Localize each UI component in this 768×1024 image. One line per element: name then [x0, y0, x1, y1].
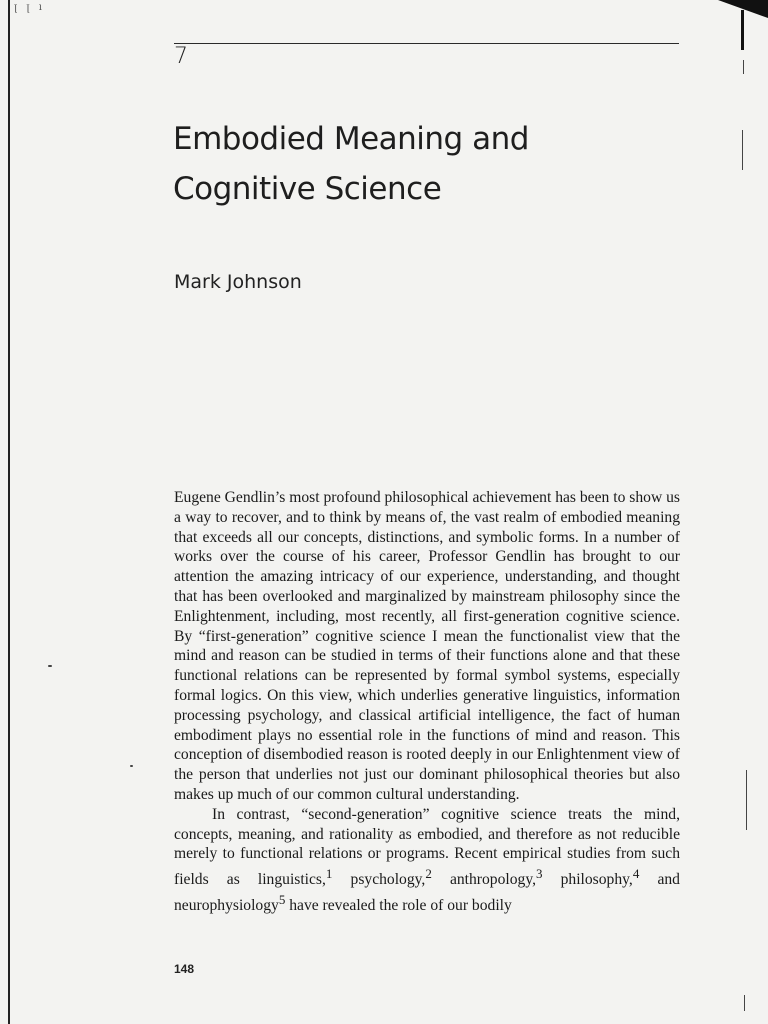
scan-margin-mark	[742, 130, 743, 170]
page-number: 148	[174, 962, 195, 976]
paragraph-text: and neurophysiology	[174, 871, 680, 915]
paragraph-text: philosophy,	[542, 871, 633, 889]
paragraph	[174, 805, 680, 916]
footnote-marker[interactable]: 4	[632, 866, 640, 882]
chapter-title: Embodied Meaning and Cognitive Science	[173, 121, 529, 207]
scan-top-marks: ꞁ ꞁ ı	[14, 2, 45, 13]
chapter-rule	[174, 43, 679, 44]
body-text	[174, 488, 680, 916]
scan-speck	[48, 665, 52, 667]
paragraph-text: have revealed the role of our bodily	[285, 897, 512, 915]
footnote-marker[interactable]: 1	[325, 866, 333, 882]
scan-corner-stem	[741, 10, 744, 50]
paragraph: Eugene Gendlin’s most profound philosophical achievement has been to show us a way to recover, and to think by means of, the vast realm of embodied meaning that exceeds all our concepts, distinctions, and symbolic forms. In a number of works over the course of his career, Professor Gendlin has brought to our attention the amazing intricacy of our experience, understanding, and thought that has been overlooked and marginalized by mainstream philosophy since the Enlightenment, including, most recently, all first-generation cognitive science. By “first-generation” cognitive science I mean the functionalist view that the mind and reason can be studied in terms of their functions alone and that these functional relations can be represented by formal symbol systems, especially formal logics. On this view, which underlies generative linguistics, information processing psychology, and classical artificial intelligence, the fact of human embodiment plays no essential role in the functions of mind and reason. This conception of disembodied reason is rooted deeply in our Enlightenment view of the person that underlies not just our dominant philosophical theories but also makes up much of our common cultural understanding.	[174, 489, 680, 803]
scan-speck	[130, 765, 133, 767]
footnote-marker[interactable]: 2	[425, 866, 432, 882]
paragraph-text: psychology,	[332, 871, 426, 889]
scan-edge-shadow	[8, 0, 10, 1024]
scan-margin-mark	[744, 995, 745, 1011]
paragraph-text: anthropology,	[431, 871, 536, 889]
footnote-marker[interactable]: 3	[536, 866, 543, 882]
chapter-number: 7	[174, 44, 188, 69]
paragraph-text: In contrast, “second-generation” cognitive science treats the mind, concepts, meaning, and rationality as embodied, and therefore as not reducible merely to functional relations or programs. Recent empirical studies from such fields as linguistics,	[174, 805, 680, 889]
footnote-marker[interactable]: 5	[278, 892, 286, 908]
scan-margin-mark	[746, 770, 747, 830]
chapter-author: Mark Johnson	[174, 271, 302, 293]
scan-margin-mark	[743, 60, 744, 74]
